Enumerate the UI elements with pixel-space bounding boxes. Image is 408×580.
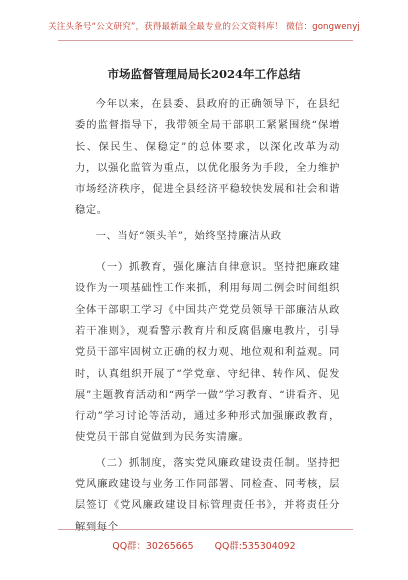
header-divider (58, 40, 353, 41)
footer-qq-group-1: QQ群：30265665 (112, 541, 194, 552)
section-heading: 一、当好“领头羊”，始终坚持廉洁从政 (95, 229, 282, 242)
body-paragraph: （二）抓制度，落实党风廉政建设责任制。坚持把党风廉政建设与业务工作同部署、同检查、同考核，层层签订《党风廉政建设目标管理责任书》，并将责任分解到每个 (75, 456, 340, 533)
footer-divider (58, 529, 353, 530)
header-banner: 关注头条号“公文研究”，获得最新最全最专业的公文资料库！ 微信：gongwenyj (48, 22, 360, 32)
intro-paragraph: 今年以来，在县委、县政府的正确领导下，在县纪委的监督指导下，我带领全局干部职工紧紧围绕“保增长、保民生、保稳定”的总体要求，以深化改革为动力，以强化监管为重点，以优化服务为手段，全力维护市场经济秩序，促进全县经济平稳较快发展和社会和谐稳定。 (75, 98, 340, 217)
footer-contact (0, 538, 408, 552)
document-body (75, 94, 340, 538)
body-paragraph: （一）抓教育，强化廉洁自律意识。坚持把廉政建设作为一项基础性工作来抓，利用每周二例会时间组织全体干部职工学习《中国共产党党员领导干部廉洁从政若干准则》，观看警示教育片和反腐倡廉电教片，引导党员干部牢固树立正确的权力观、地位观和利益观。同时，认真组织开展了“学党章、守纪律、转作风、促发展”主题教育活动和“两学一做”学习教育、“讲看齐、见行动”学习讨论等活动，通过多种形式加强廉政教育，使党员干部自觉做到为民务实清廉。 (75, 261, 340, 444)
document-title: 市场监督管理局局长2024年工作总结 (107, 67, 301, 81)
footer-qq-group-2: QQ群:535304092 (214, 541, 296, 552)
